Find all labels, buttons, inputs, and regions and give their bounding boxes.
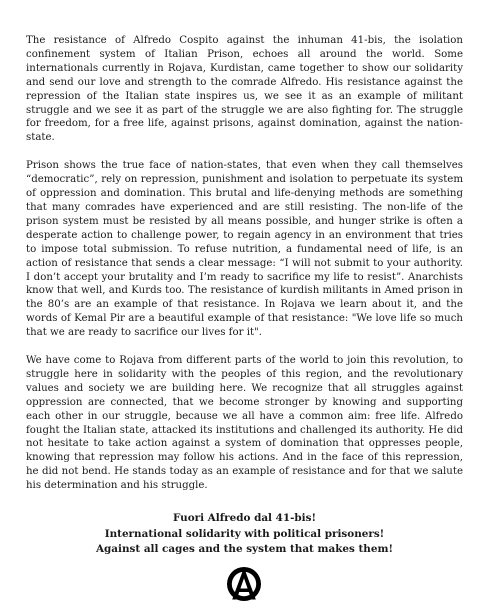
circle-a-anarchy-icon — [226, 566, 262, 602]
paragraph-2: Prison shows the true face of nation-states, that even when they call themselves “democratic”, rely on repression, punishment and isolation to perpetuate its system of oppression and domination. This brutal and life-denying methods are something that many comrades have experienced and are still resisting. The non-life of the prison system must be resisted by all means possible, and hunger strike is often a desperate action to challenge power, to regain agency in an environment that tries to impose total submission. To refuse nutrition, a fundamental need of life, is an action of resistance that sends a clear message: “I will not submit to your authority. I don’t accept your brutality and I’m ready to sacrifice my life to resist”. Anarchists know that well, and Kurds too. The resistance of kurdish militants in Amed prison in the 80’s are an example of that resistance. In Rojava we learn about it, and the words of Kemal Pir are a beautiful example of that resistance: "We love life so much that we are ready to sacrifice our lives for it". — [26, 160, 463, 339]
slogans-block — [26, 511, 463, 558]
logo-container — [0, 566, 487, 606]
slogan-against-cages: Against all cages and the system that makes them! — [95, 543, 394, 556]
slogan-solidarity: International solidarity with political prisoners! — [104, 527, 385, 540]
paragraph-1: The resistance of Alfredo Cospito against the inhuman 41-bis, the isolation confinement system of Italian Prison, echoes all around the world. Some internationals currently in Rojava, Kurdistan, came together to show our solidarity and send our love and strength to the comrade Alfredo. His resistance against the repression of the Italian state inspires us, we see it as an example of militant struggle and we see it as part of the struggle we are also fighting for. The struggle for freedom, for a free life, against prisons, against domination, against the nation-state. — [26, 35, 463, 144]
paragraph-3: We have come to Rojava from different parts of the world to join this revolution, to struggle here in solidarity with the peoples of this region, and the revolutionary values and society we are building here. We recognize that all struggles against oppression are connected, that we become stronger by knowing and supporting each other in our struggle, because we all have a common aim: free life. Alfredo fought the Italian state, attacked its institutions and challenged its authority. He did not hesitate to take action against a system of domination that oppresses people, knowing that repression may follow his actions. And in the face of this repression, he did not bend. He stands today as an example of resistance and for that we salute his determination and his struggle. — [26, 355, 463, 492]
slogan-free-alfredo: Fuori Alfredo dal 41-bis! — [172, 512, 317, 525]
